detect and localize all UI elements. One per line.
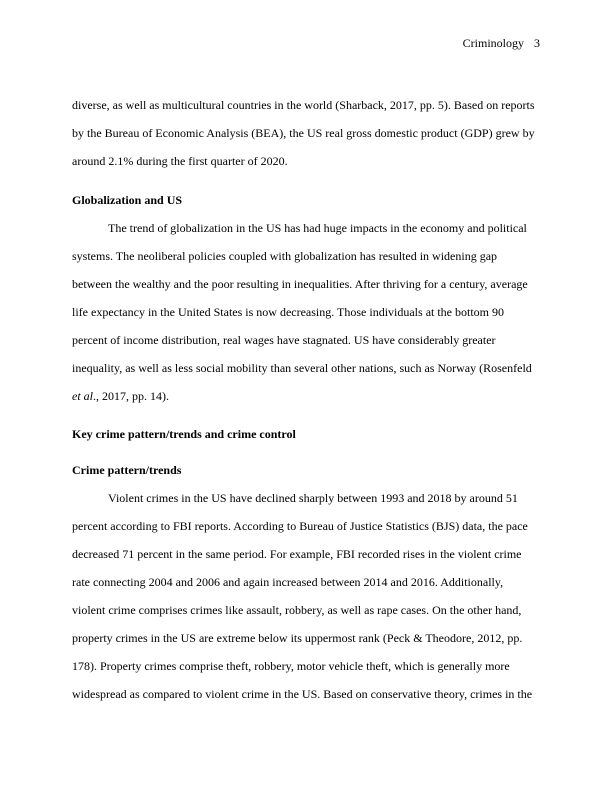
- section-heading: Key crime pattern/trends and crime control: [72, 427, 296, 441]
- body-line: life expectancy in the United States is now decreasing. Those individuals at the bottom 90: [72, 305, 505, 319]
- body-line: around 2.1% during the first quarter of 2020.: [72, 154, 288, 168]
- page-number: 3: [534, 36, 540, 50]
- body-line: widespread as compared to violent crime in the US. Based on conservative theory, crimes in the: [72, 687, 533, 701]
- body-line: systems. The neoliberal policies coupled with globalization has resulted in widening gap: [72, 249, 498, 263]
- page-header: [463, 36, 540, 50]
- citation-italic: et al: [72, 389, 93, 403]
- citation-rest: ., 2017, pp. 14).: [93, 389, 169, 403]
- body-line: 178). Property crimes comprise theft, robbery, motor vehicle theft, which is generally more: [72, 659, 510, 673]
- body-line: percent of income distribution, real wages have stagnated. US have considerably greater: [72, 333, 496, 347]
- body-line: diverse, as well as multicultural countries in the world (Sharback, 2017, pp. 5). Based on reports: [72, 98, 535, 112]
- body-line: between the wealthy and the poor resulting in inequalities. After thriving for a century, average: [72, 277, 528, 291]
- body-line: rate connecting 2004 and 2006 and again increased between 2014 and 2016. Additionally,: [72, 575, 504, 589]
- running-head: Criminology: [462, 36, 524, 50]
- body-line: [72, 389, 169, 403]
- section-heading: Globalization and US: [72, 193, 183, 207]
- body-line: inequality, as well as less social mobility than several other nations, such as Norway (Rosenfeld: [72, 361, 532, 375]
- subsection-heading: Crime pattern/trends: [72, 463, 182, 477]
- body-line: property crimes in the US are extreme below its uppermost rank (Peck & Theodore, 2012, pp.: [72, 631, 523, 645]
- body-line: percent according to FBI reports. According to Bureau of Justice Statistics (BJS) data, the pace: [72, 519, 528, 533]
- body-line: The trend of globalization in the US has had huge impacts in the economy and political: [108, 221, 527, 235]
- body-line: by the Bureau of Economic Analysis (BEA), the US real gross domestic product (GDP) grew by: [72, 126, 535, 140]
- body-line: violent crime comprises crimes like assault, robbery, as well as rape cases. On the other hand,: [72, 603, 522, 617]
- body-line: Violent crimes in the US have declined sharply between 1993 and 2018 by around 51: [108, 491, 518, 505]
- body-line: decreased 71 percent in the same period. For example, FBI recorded rises in the violent crime: [72, 547, 522, 561]
